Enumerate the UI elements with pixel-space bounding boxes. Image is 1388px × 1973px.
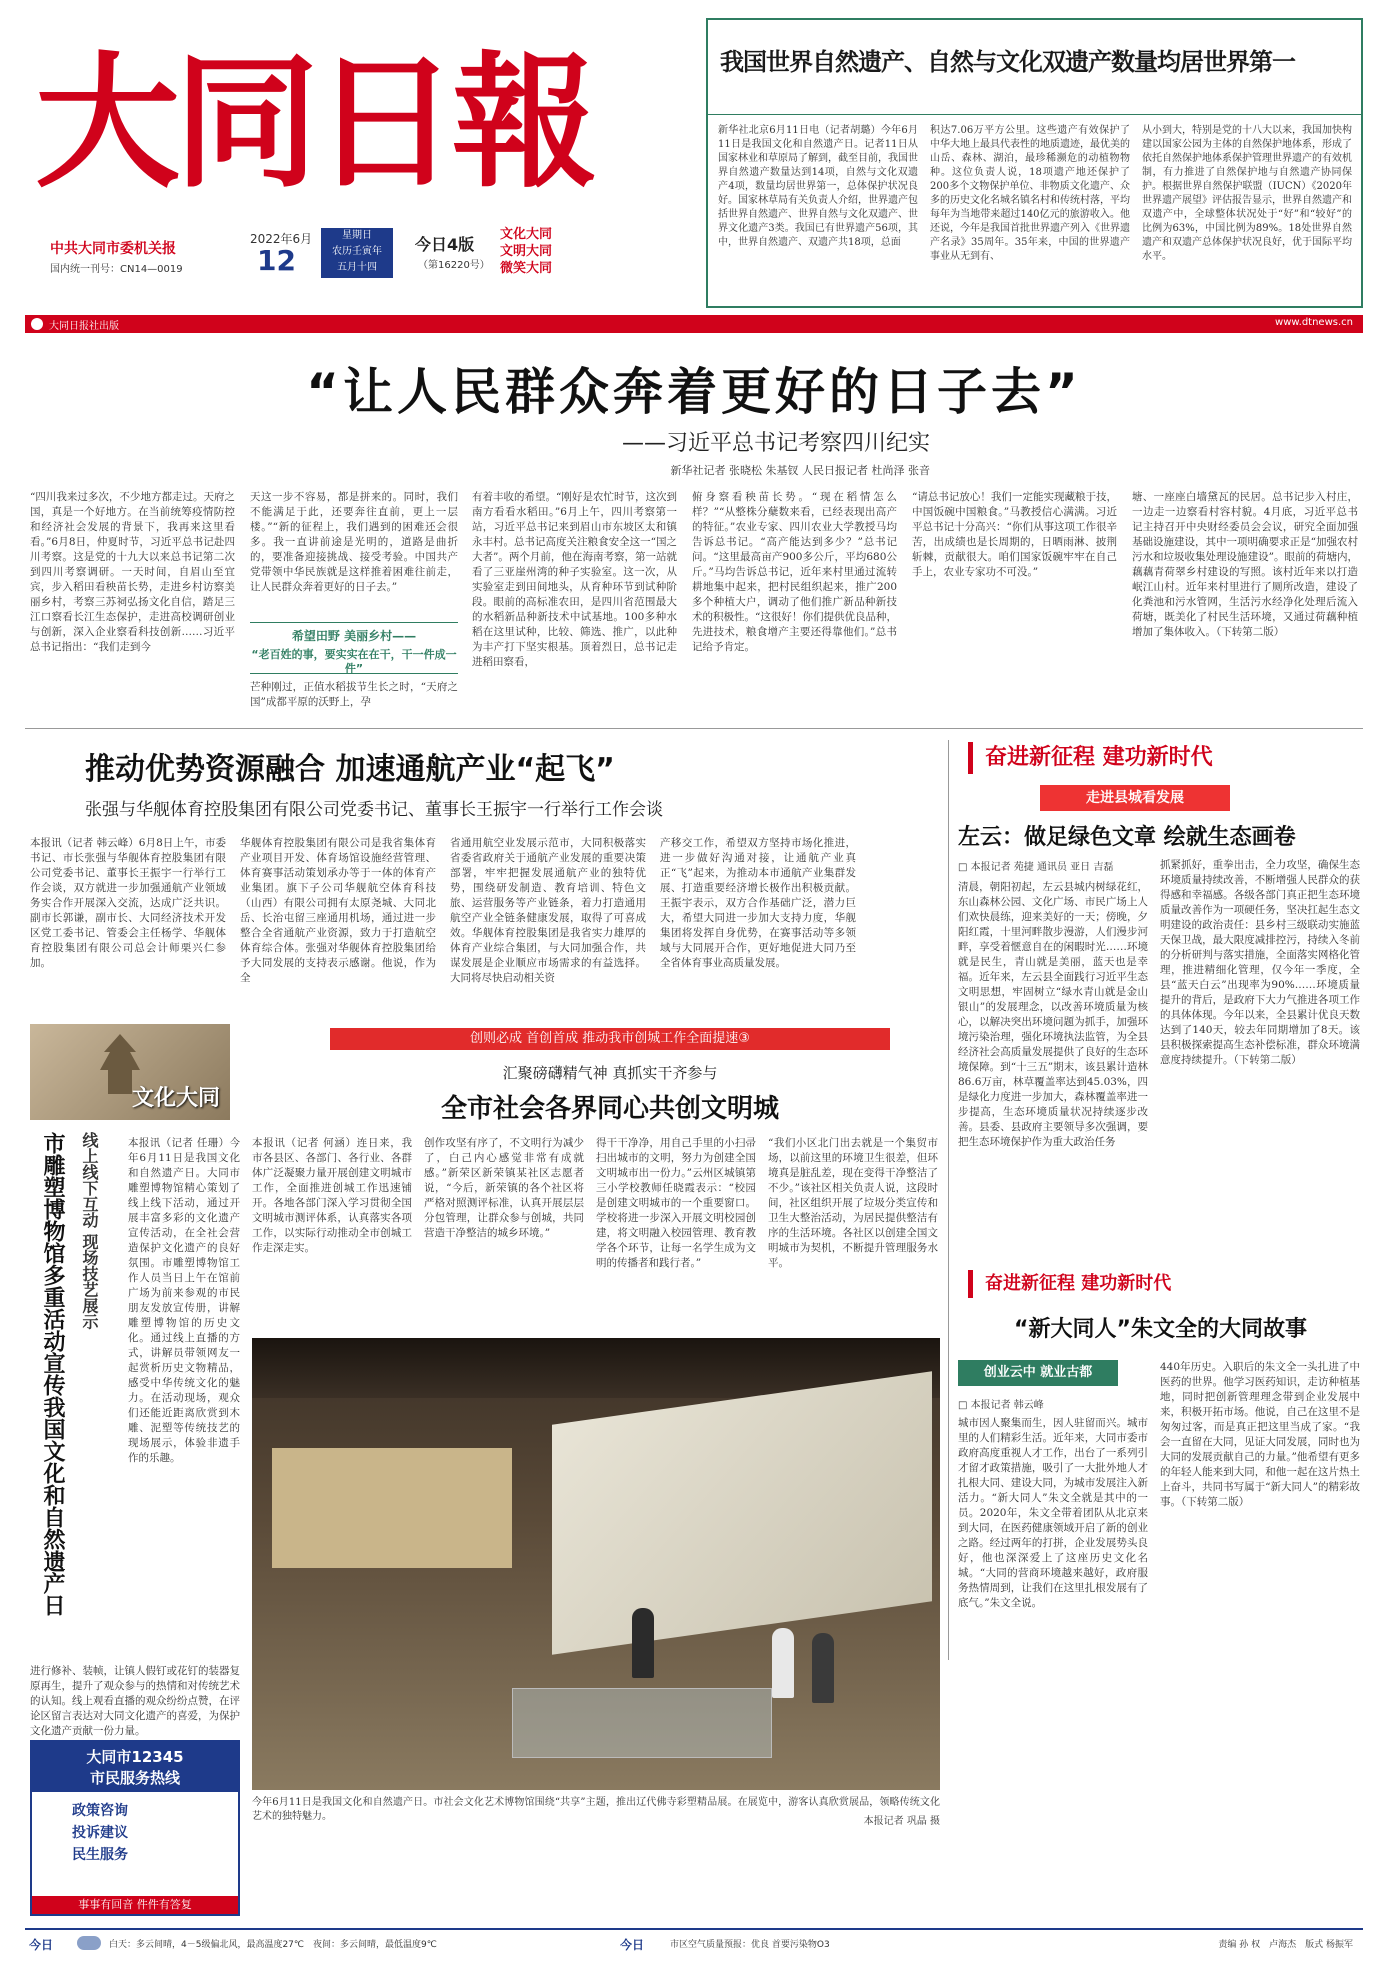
display-wall [272, 1448, 512, 1568]
lead-col: 俯身察看秧苗长势。“现在稻情怎么样？”“从整株分蘖数来看，已经表现出高产的特征。”农业专家、四川农业大学教授马均告诉总书记。“高产能达到多少？”总书记问。“这里最高亩产900多公斤，平均680公斤。”马均告诉总书记，近年来村里通过流转耕地集中起来，把村民组织起来，推广200多个种植大户，调动了他们推广新品种新技术的积极性。“这很好！你们提供优良品种，先进技术，粮食增产主要还得靠他们。”总书记给予肯定。 [692, 491, 897, 653]
publisher: 大同日报社出版 [49, 321, 119, 332]
newdt-col: 城市因人聚集而生，因人驻留而兴。城市里的人们精彩生活。近年来，大同市委市政府高度重视人才工作，出台了一系列引才留才政策措施，吸引了一大批外地人才扎根大同、建设大同，为城市发展注入新活力。“新大同人”朱文全就是其中的一员。2020年，朱文全带着团队从北京来到大同，在医药健康领域开启了新的创业之路。经过两年的打拼，企业发展势头良好，他也深深爱上了这座历史文化名城。“大同的营商环境越来越好，政府服务热情周到，让我们在这里扎根发展有了底气。”朱文全说。 [958, 1417, 1148, 1609]
masthead-day: 12 [257, 244, 296, 277]
right-col: 抓紧抓好，重拳出击，全力攻坚，确保生态环境质量持续改善，不断增强人民群众的获得感和幸福感。各级各部门真正把生态环境质量改善作为一项硬任务，坚决扛起生态文明建设的政治责任：县乡村三级联动实施蓝天保卫战，最大限度减排控污，持续入冬前的分析研判与落实措施，全面落实网格化管理，推进精细化管理，仅今年一季度，全县“蓝天白云”出现率为90%……环境质量提升的背后，是政府下大力气推进各项工作的具体体现。今年以来，全县累计优良天数达到了140天，较去年同期增加了8天。该县积极探索提高生态补偿标准，群众环境满意度持续提升。（下转第二版） [1160, 859, 1360, 1066]
top-news-rule [708, 114, 1361, 115]
hotline-title [32, 1742, 238, 1792]
weekday: 星期日 [342, 230, 372, 241]
publisher-bar [25, 315, 1363, 333]
top-news-col: 积达7.06万平方公里。这些遗产有效保护了中华大地上最具代表性的地质遗迹，最优美的山岳、森林、湖泊，最珍稀濒危的动植物物种。这位负责人说，18项遗产地还保护了200多个文物保护单位、非物质文化遗产、众多的历史文化名城名镇名村和传统村落，平均每年为当地带来超过140亿元的旅游收入。他还说，今年是我国首批世界遗产列入《世界遗产名录》35周年。35年来，中国的世界遗产事业从无到有、 [930, 125, 1130, 262]
newdt-col: 440年历史。入职后的朱文全一头扎进了中医药的世界。他学习医药知识，走访种植基地，同时把创新管理理念带到企业发展中来，积极开拓市场。他说，自己在这里不是匆匆过客，而是真正把这里当成了家。“我会一直留在大同，见证大同发展，同时也为大同的发展贡献自己的力量。”他希望有更多的年轻人能来到大同，和他一起在这片热土上奋斗，共同书写属于“新大同人”的精彩故事。（下转第二版） [1160, 1361, 1360, 1508]
top-news-box [706, 18, 1363, 308]
hotline-title-2: 市民服务热线 [89, 1769, 180, 1787]
photo-credit: 本报记者 巩晶 摄 [863, 1816, 940, 1827]
lunar-date: 五月十四 [337, 262, 377, 273]
newdt-banner-text: 奋进新征程 建功新时代 [985, 1273, 1172, 1294]
newdt-kicker: 创业云中 就业古都 [958, 1360, 1118, 1386]
story2-subhead: 张强与华舰体育控股集团有限公司党委书记、董事长王振宇一行举行工作会谈 [85, 800, 663, 820]
chuangwen-col: 创作攻坚有序了，不文明行为减少了，白己内心感觉非常有成就感。”新荣区新荣镇某社区志愿者说，“今后，新荣镇的各个社区将严格对照测评标准，认真开展层层分包管理，让群众参与创城，共同营造干净整洁的城乡环境。” [424, 1137, 584, 1239]
lead-col: 有着丰收的希望。“刚好是农忙时节，这次到南方看看水稻田。”6月上午，四川考察第一站，习近平总书记来到眉山市东坡区太和镇永丰村。总书记高度关注粮食安全这一“国之大者”。两个月前，他在海南考察，第一站就看了三亚崖州湾的种子实验室。这一次，从实验室走到田间地头，从育种环节到试种阶段。眼前的高标准农田，是四川省范围最大的水稻新品种新技术中试基地。100多种水稻在这里试种，比较、筛选、推广，以此种为丰产打下坚实根基。顶着烈日，总书记走进稻田察看， [472, 491, 677, 668]
hotline-items [32, 1792, 238, 1866]
slogan: 微笑大同 [500, 261, 553, 276]
culture-headline: 市雕塑博物馆多重活动宣传我国文化和自然遗产日 [40, 1132, 65, 1616]
slogan-list [500, 226, 552, 277]
chuangwen-col: 得干干净净，用自己手里的小扫帚扫出城市的文明，努力为创建全国文明城市出一份力。”云州区城镇第三小学校教师任晓霞表示：“校园是创建文明城市的一个重要窗口。学校将进一步深入开展文明校园创建，将文明融入校园管理、教育教学各个环节，让每一名学生成为文明的传播者和践行者。” [596, 1137, 756, 1269]
weather-text: 白天：多云间晴，4－5级偏北风，最高温度27℃ 夜间：多云间晴，最低温度9℃ [109, 1940, 437, 1950]
culture-badge-image [30, 1024, 230, 1120]
masthead-org: 中共大同市委机关报 [50, 241, 176, 257]
story2-col: 本报讯（记者 韩云峰）6月8日上午，市委书记、市长张强与华舰体育控股集团有限公司党委书记、董事长王振宇一行举行工作会谈，双方就进一步加强通航产业领域务实合作开展深入交流，达成广泛共识。副市长郭谦，副市长、大同经济技术开发区党工委书记、管委会主任杨学、华舰体育控股集团有限公司总会计师栗兴仁参加。 [30, 837, 226, 969]
top-news-headline: 我国世界自然遗产、自然与文化双遗产数量均居世界第一 [720, 48, 1295, 76]
right-banner-text: 奋进新征程 建功新时代 [985, 745, 1213, 770]
culture-badge: 文化大同 [131, 1085, 220, 1111]
footer-bar [25, 1928, 1363, 1954]
culture-bottom: 进行修补、装帧，让镇人假钉或花钉的装器复原再生，提升了观众参与的热情和对传统艺术的认知。线上观看直播的观众纷纷点赞，在评论区留言表达对大同文化遗产的喜爱，为保护文化遗产贡献一份力量。 [30, 1665, 240, 1737]
edition: 今日4版 [415, 235, 475, 254]
culture-subhead: 线上线下互动 现场技艺展示 [80, 1132, 99, 1330]
hotline-title-1: 大同市12345 [86, 1748, 184, 1766]
hotline-item: 投诉建议 [72, 1825, 128, 1841]
chuangwen-col: 本报讯（记者 何涵）连日来，我市各县区、各部门、各行业、各群体广泛凝聚力量开展创建文明城市工作，全面推进创城工作迅速铺开。各地各部门深入学习贯彻全国文明城市测评体系，认真落实各项工作，以实际行动推动全市创城工作走深走实。 [252, 1137, 412, 1254]
story2-col: 产移交工作，希望双方坚持市场化推进，进一步做好沟通对接，让通航产业真正“飞”起来，为推动本市通航产业集群发展、打造重要经济增长极作出积极贡献。王振宇表示，双方合作基础广泛，潜力巨大，希望大同进一步加大支持力度，华舰集团将发挥自身优势，在赛事活动等多领域与大同展开合作，更好地促进大同乃至全省体育事业高质量发展。 [660, 837, 856, 969]
masthead-code: 国内统一刊号：CN14—0019 [50, 264, 183, 275]
slogan: 文明大同 [500, 244, 553, 259]
right-banner [968, 742, 1328, 774]
display-case [512, 1688, 772, 1758]
inset-sub: “老百姓的事，要实实在在干，干一件成一件” [251, 648, 457, 675]
website[interactable]: www.dtnews.cn [1275, 317, 1353, 328]
visitor-figure-icon [772, 1628, 794, 1698]
visitor-figure-icon [812, 1633, 834, 1703]
lead-col: 塘、一座座白墙黛瓦的民居。总书记步入村庄，一边走一边察看村容村貌。4月底，习近平总书记主持召开中央财经委员会会议，研究全面加强基础设施建设，其中一项明确要求正是“加强农村污水和垃圾收集处理设施建设”。眼前的荷塘内，藕藕青荷翠乡村建设的写照。该村近年来以打造岷江山村。近年来村里进行了厕所改造，建设了化粪池和污水管网，生活污水经净化处理后流入荷塘，既美化了村民生活环境，又通过荷藕种植增加了集体收入。（下转第二版） [1132, 491, 1358, 638]
story2-col: 省通用航空业发展示范市，大同积极落实省委省政府关于通航产业发展的重要决策部署，牢牢把握发展通航产业的独特优势，围绕研发制造、教育培训、特色文旅、运营服务等产业链条，着力打造通用航空产业全链条健康发展，取得了可喜成效。华舰体育控股集团是我省实力雄厚的体育产业综合集团，与大同加强合作，共谋发展是企业顺应市场需求的有益选择。大同将尽快启动相关资 [450, 837, 646, 984]
chuangwen-subhead: 汇聚磅礴精气神 真抓实干齐参与 [502, 1064, 718, 1082]
cloud-icon [77, 1936, 101, 1950]
weather-label: 今日 [29, 1938, 54, 1952]
lead-headline: “让人民群众奔着更好的日子去” [306, 363, 1082, 421]
story2-headline: 推动优势资源融合 加速通航产业“起飞” [85, 752, 615, 787]
divider [25, 728, 1363, 729]
chuangwen-banner-text: 创则必成 首创首成 推动我市创城工作全面提速③ [470, 1031, 750, 1046]
newdt-headline: “新大同人”朱文全的大同故事 [1014, 1317, 1307, 1342]
culture-col: 本报讯（记者 任珊）今年6月11日是我国文化和自然遗产日。大同市雕塑博物馆精心策划了线上线下活动，通过开展丰富多彩的文化遗产宣传活动，在全社会营造保护文化遗产的良好氛围。市雕塑博物馆工作人员当日上午在馆前广场为前来参观的市民朋友发放宣传册，讲解雕塑博物馆的历史文化。通过线上直播的方式，讲解员带领网友一起赏析历史文物精品，感受中华传统文化的魅力。在活动现场，观众们还能近距离欣赏到木雕、泥塑等传统技艺的现场展示，体验非遗手作的乐趣。 [128, 1137, 240, 1464]
hotline-box [30, 1740, 240, 1916]
lead-byline: 新华社记者 张晓松 朱基钗 人民日报记者 杜尚泽 张音 [670, 464, 930, 477]
inset-title: 希望田野 美丽乡村—— [291, 629, 417, 643]
masthead [25, 18, 695, 308]
lead-inset [250, 622, 458, 674]
masthead-year-month: 2022年6月 [250, 232, 313, 246]
slogan: 文化大同 [500, 227, 553, 242]
top-news-col: 从小到大，特别是党的十八大以来，我国加快构建以国家公园为主体的自然保护地体系，形成了依托自然保护地体系保护管理世界遗产的有效机制，有力推进了自然保护地与自然遗产协同保护。根据世界自然保护联盟（IUCN）《2020年世界遗产展望》评估报告显示，世界自然遗产和双遗产中，全球整体状况处于“好”和“较好”的比例为63%，中国比例为89%。18处世界自然遗产和双遗产总体保护状况良好，优于国际平均水平。 [1142, 125, 1352, 262]
right-headline: 左云：做足绿色文章 绘就生态画卷 [958, 825, 1296, 850]
mural-panel [552, 1371, 932, 1654]
chuangwen-headline: 全市社会各界同心共创文明城 [440, 1094, 779, 1124]
lead-col: “请总书记放心！我们一定能实现藏粮于技，中国饭碗中国粮食。”马教授信心满满。习近平总书记十分高兴：“你们从事这项工作很辛苦，出成绩也是长周期的，日晒雨淋、披荆斩棘，贡献很大。咱们国家饭碗牢牢在自己手上，农业专家功不可没。” [912, 491, 1117, 578]
publisher-logo-icon [31, 318, 43, 330]
staff: 责编 孙 权 卢海杰 版式 杨振军 [1218, 1940, 1353, 1950]
lead-col: “四川我来过多次，不少地方都走过。天府之国，真是一个好地方。在当前统筹疫情防控和经济社会发展的背景下，我再来这里看看。”6月8日，仲夏时节，习近平总书记赴四川考察。这是党的十九大以来总书记第二次到四川考察调研。一天时间，自眉山至宜宾，步入稻田看秧苗长势，走进乡村访察美丽乡村，考察三苏祠弘扬文化自信，踏足三江口察看长江生态保护，走进高校调研创业与创新，深入企业察看科技创新……习近平总书记指出：“我们走到今 [30, 491, 235, 653]
hotline-footer: 事事有回音 件件有答复 [32, 1896, 238, 1914]
top-news-col: 新华社北京6月11日电（记者胡璐）今年6月11日是我国文化和自然遗产日。记者11日从国家林业和草原局了解到，截至目前，我国世界自然遗产数量达到14项，自然与文化双遗产4项，数量均居世界第一，总体保护状况良好。国家林草局有关负责人介绍，世界遗产包括世界自然遗产、世界自然与文化双遗产、世界文化遗产3类。我国已有世界遗产56项，其中，世界自然遗产、双遗产共18项，总面 [718, 125, 918, 248]
date-box [321, 228, 393, 278]
aq-label: 今日 [620, 1938, 645, 1952]
chuangwen-col: “我们小区北门出去就是一个集贸市场，以前这里的环境卫生很差，但环境真是脏乱差，现在变得干净整洁了不少。”该社区相关负责人说，这段时间，社区组织开展了垃圾分类宣传和卫生大整治活动，为居民提供整洁有序的生活环境。各社区以创建全国文明城市为契机，不断提升管理服务水平。 [768, 1137, 938, 1269]
right-kicker: 走进县城看发展 [1040, 785, 1230, 811]
visitor-figure-icon [632, 1608, 654, 1678]
lead-col: 天这一步不容易，都是拼来的。同时，我们不能满足于此，还要奔往直前，更上一层楼。”“新的征程上，我们遇到的困难还会很多。我一直讲前途是光明的，道路是曲折的，要准备迎接挑战、接受考验。中国共产党带领中华民族就是这样推着困难往前走，让人民群众奔着更好的日子去。” [250, 491, 458, 593]
story2-col: 华舰体育控股集团有限公司是我省集体育产业项目开发、体育场馆设施经营管理、体育赛事活动策划承办等于一体的体育产业集团。旗下子公司华舰航空体育科技（山西）有限公司拥有太原尧城、大同北岳、长治屯留三座通用机场，通过进一步整合全省通航产业资源，致力于打造航空体育综合体。张强对华舰体育控股集团给予大同发展的支持表示感谢。他说，作为全 [240, 837, 436, 984]
lunar-year: 农历壬寅年 [332, 246, 382, 257]
hotline-item: 民生服务 [72, 1847, 128, 1863]
lead-subhead: ——习近平总书记考察四川纪实 [621, 431, 930, 456]
hotline-item: 政策咨询 [72, 1803, 128, 1819]
issue: （第16220号） [418, 260, 490, 271]
newdt-banner [968, 1270, 1328, 1298]
photo-caption: 今年6月11日是我国文化和自然遗产日。市社会文化艺术博物馆围绕“共享”主题，推出辽代佛寺彩塑精品展。在展览中，游客认真欣赏展品，领略传统文化艺术的独特魅力。 [252, 1797, 940, 1822]
divider [948, 740, 949, 1660]
right-col: 清晨，朝阳初起，左云县城内树绿花红，东山森林公园、文化广场、市民广场上人们欢快晨练，迎来美好的一天；傍晚，夕阳红霞，十里河畔散步漫游，人们漫步河畔，享受着惬意自在的闲暇时光……环境就是民生，青山就是美丽，蓝天也是幸福。近年来，左云县全面践行习近平生态文明思想，牢固树立“绿水青山就是金山银山”的发展理念，以改善环境质量为核心，以解决突出环境问题为抓手，加强环境污染治理，强化环境执法监管，为全县经济社会高质量发展提供了良好的生态环境保障。到“十三五”期末，该县累计造林86.6万亩，林草覆盖率达到45.03%，四是绿化力度进一步加大，森林覆盖率进一步提高，生态环境质量状况持续逐步改善。县委、县政府主要领导多次强调，要把生态环境保护作为重大政治任务 [958, 881, 1148, 1148]
right-byline: □ 本报记者 苑捷 通讯员 亚日 吉磊 [958, 862, 1114, 873]
exhibition-photo [252, 1338, 940, 1790]
newdt-byline: □ 本报记者 韩云峰 [958, 1400, 1044, 1411]
masthead-title: 大同日報 [35, 38, 591, 208]
aq-text: 市区空气质量预报：优良 首要污染物O3 [670, 1940, 830, 1950]
lead-col: 芒种刚过，正值水稻拔节生长之时，“天府之国”成都平原的沃野上，孕 [250, 681, 458, 708]
chuangwen-banner [330, 1028, 890, 1050]
